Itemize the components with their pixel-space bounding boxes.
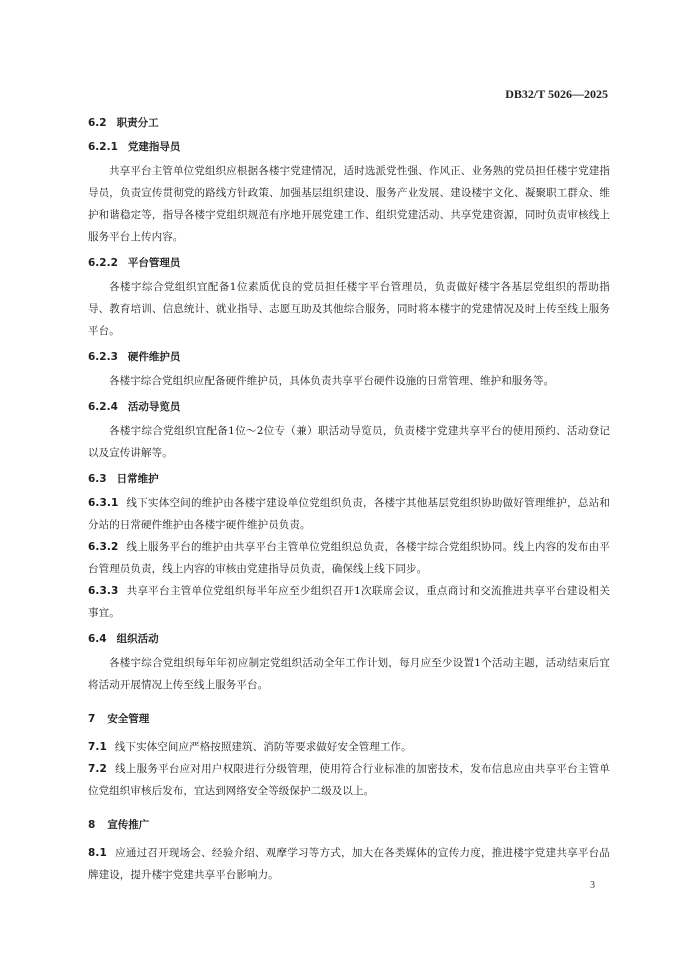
clause-6-3-3 [88, 580, 610, 624]
page-number: 3 [590, 880, 595, 891]
clause-number: 6.3.2 [88, 541, 119, 553]
section-number: 6.2.1 [88, 141, 118, 153]
section-title: 党建指导员 [127, 141, 181, 153]
clause-6-3-1 [88, 492, 610, 536]
section-number: 6.3 [88, 473, 107, 485]
section-title: 组织活动 [116, 633, 159, 645]
section-title: 硬件维护员 [127, 351, 181, 363]
section-6-2-3-heading [88, 350, 610, 364]
clause-text: 线下实体空间的维护由各楼宇建设单位党组织负责，各楼宇其他基层党组织协助做好管理维护，总站和分站的日常硬件维护由各楼宇硬件维护员负责。 [88, 497, 610, 531]
clause-number: 6.3.3 [88, 585, 119, 597]
section-number: 7 [88, 713, 96, 725]
clause-7-1 [88, 736, 610, 758]
section-7-heading [88, 712, 610, 726]
section-number: 6.2.2 [88, 257, 118, 269]
section-6-2-2-text: 各楼宇综合党组织宜配备1位素质优良的党员担任楼宇平台管理员，负责做好楼宇各基层党组织的帮助指导、教育培训、信息统计、就业指导、志愿互助及其他综合服务，同时将本楼宇的党建情况及时上传至线上服务平台。 [88, 281, 610, 337]
clause-text: 线上服务平台的维护由共享平台主管单位党组织总负责，各楼宇综合党组织协同。线上内容的发布由平台管理员负责，线上内容的审核由党建指导员负责，确保线上线下同步。 [88, 541, 610, 575]
document-body [88, 116, 610, 886]
section-6-2-2-heading [88, 256, 610, 270]
section-number: 8 [88, 819, 96, 831]
section-6-2-1-heading [88, 140, 610, 154]
clause-text: 线下实体空间应严格按照建筑、消防等要求做好安全管理工作。 [114, 741, 412, 753]
section-6-2-1-text: 共享平台主管单位党组织应根据各楼宇党建情况，适时选派党性强、作风正、业务熟的党员担任楼宇党建指导员，负责宣传贯彻党的路线方针政策、加强基层组织建设、服务产业发展、建设楼宇文化、凝聚职工群众、维护和谐稳定等，指导各楼宇党组织规范有序地开展党建工作、组织党建活动、共享党建资源，同时负责审核线上服务平台上传内容。 [88, 165, 610, 243]
section-6-2-3-text: 各楼宇综合党组织应配备硬件维护员，具体负责共享平台硬件设施的日常管理、维护和服务等。 [109, 375, 555, 387]
clause-number: 7.2 [88, 763, 107, 775]
section-title: 日常维护 [116, 473, 159, 485]
section-8-heading [88, 818, 610, 832]
section-6-2-4-heading [88, 400, 610, 414]
section-6-4-heading [88, 632, 610, 646]
section-6-2-heading [88, 116, 610, 130]
section-title: 宣传推广 [107, 819, 150, 831]
clause-number: 8.1 [88, 847, 107, 859]
section-title: 安全管理 [107, 713, 150, 725]
section-number: 6.2.4 [88, 401, 118, 413]
clause-number: 6.3.1 [88, 497, 119, 509]
section-number: 6.4 [88, 633, 107, 645]
section-6-3-heading [88, 472, 610, 486]
clause-number: 7.1 [88, 741, 107, 753]
standard-code: DB32/T 5026—2025 [505, 87, 608, 101]
section-number: 6.2 [88, 117, 107, 129]
clause-text: 线上服务平台应对用户权限进行分级管理，使用符合行业标准的加密技术，发布信息应由共享平台主管单位党组织审核后发布，宜达到网络安全等级保护二级及以上。 [88, 763, 610, 797]
clause-6-3-2 [88, 536, 610, 580]
section-6-4-text: 各楼宇综合党组织每年年初应制定党组织活动全年工作计划，每月应至少设置1个活动主题，活动结束后宜将活动开展情况上传至线上服务平台。 [88, 657, 610, 691]
section-number: 6.2.3 [88, 351, 118, 363]
section-title: 平台管理员 [127, 257, 181, 269]
section-6-2-4-text: 各楼宇综合党组织宜配备1位～2位专（兼）职活动导览员，负责楼宇党建共享平台的使用预约、活动登记以及宣传讲解等。 [88, 425, 610, 459]
clause-7-2 [88, 758, 610, 802]
clause-text: 应通过召开现场会、经验介绍、观摩学习等方式，加大在各类媒体的宣传力度，推进楼宇党建共享平台品牌建设，提升楼宇党建共享平台影响力。 [88, 847, 610, 881]
clause-8-1 [88, 842, 610, 886]
section-title: 活动导览员 [127, 401, 181, 413]
section-title: 职责分工 [116, 117, 159, 129]
clause-text: 共享平台主管单位党组织每半年应至少组织召开1次联席会议，重点商讨和交流推进共享平台建设相关事宜。 [88, 585, 610, 619]
